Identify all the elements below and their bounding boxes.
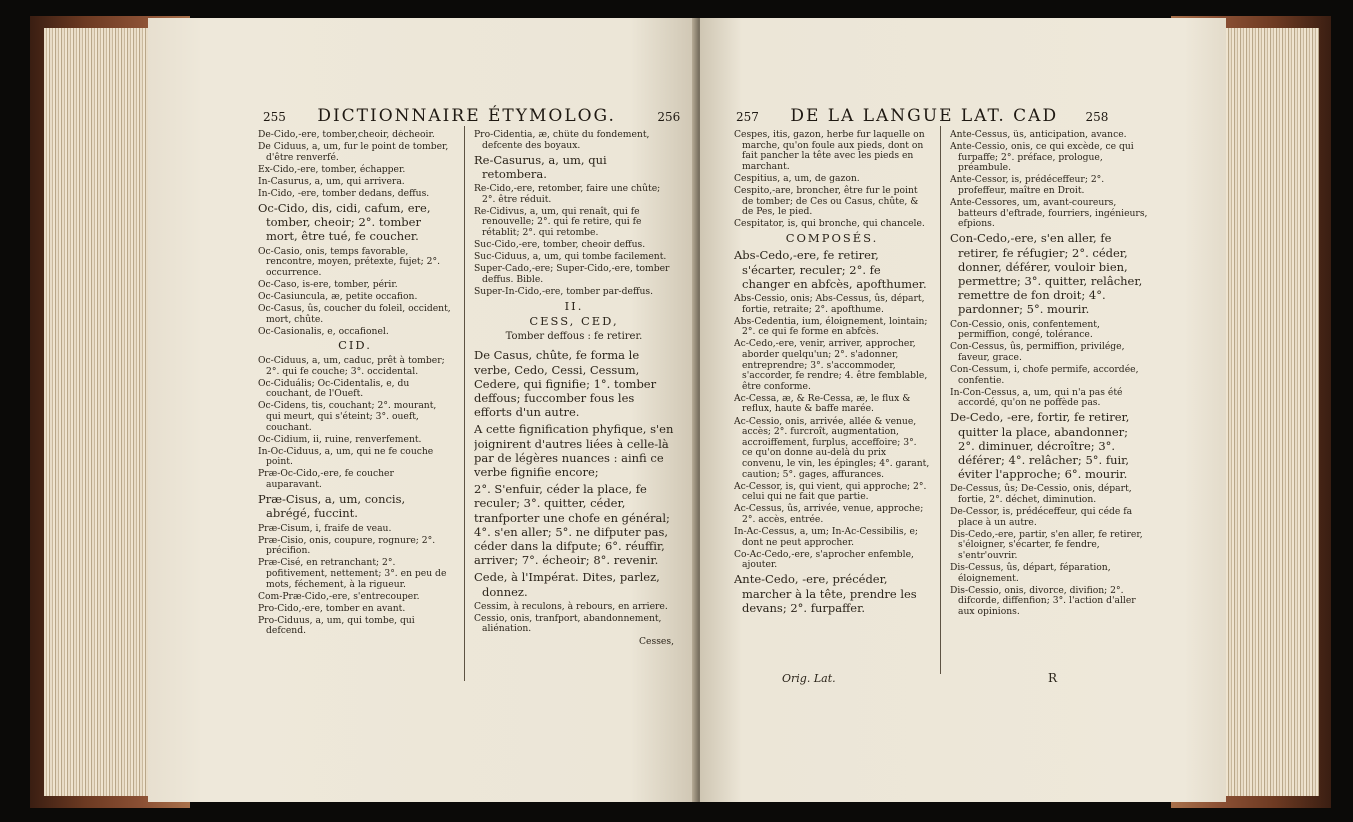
signature-mark: Orig. Lat. — [782, 672, 836, 685]
dictionary-entry: In-Ac-Cessus, a, um; In-Ac-Cessibilis, e; dont ne peut approcher. — [734, 526, 919, 548]
dictionary-entry: Ac-Cessa, æ, & Re-Cessa, æ, le flux & reflux, haute & baffe marée. — [734, 392, 911, 415]
dictionary-entry: Cessio, onis, tranfport, abandonnement, aliénation. — [474, 612, 662, 635]
dictionary-entry: Præ-Cisus, a, um, concis, abrégé, fuccint. — [258, 492, 406, 521]
dictionary-entry: Ante-Cessores, um, avant-coureurs, batteurs d'eftrade, fourriers, ingénieurs, efpions. — [950, 197, 1148, 230]
signature-letter: R — [1048, 671, 1058, 685]
dictionary-entry: Oc-Casus, ûs, coucher du foleil, occident, mort, chûte. — [258, 303, 451, 325]
dictionary-entry: Abs-Cedo,-ere, fe retirer, s'écarter, reculer; 2°. fe changer en abfcès, apofthumer. — [734, 248, 927, 291]
left-page-column-2 — [474, 130, 674, 695]
left-page-header — [263, 106, 680, 126]
dictionary-entry: Oc-Cidens, tis, couchant; 2°. mourant, qui meurt, qui s'éteint; 3°. oueft, couchant. — [258, 400, 437, 433]
dictionary-entry: Super-Cado,-ere; Super-Cido,-ere, tomber deffus. Bible. — [474, 263, 670, 285]
dictionary-entry: A cette fignification phyfique, s'en joignirent d'autres liées à celle-là par de légères nuances : ainfi ce verbe fignifie encore; — [474, 422, 674, 479]
right-page-header — [736, 106, 1108, 126]
dictionary-entry: Con-Cessum, i, chofe permife, accordée, confentie. — [950, 363, 1139, 386]
section-heading: II. — [564, 298, 584, 313]
dictionary-entry: Dis-Cessio, onis, divorce, divifion; 2°. difcorde, diffenfion; 3°. l'action d'aller aux opinions. — [950, 584, 1136, 617]
page-number: 255 — [263, 110, 286, 124]
page-edges-left — [44, 28, 164, 796]
dictionary-entry: Oc-Casio, onis, temps favorable, rencontre, moyen, prétexte, fujet; 2°. occurrence. — [258, 245, 440, 278]
dictionary-entry: Oc-Cido, dis, cidi, cafum, ere, tomber, cheoir; 2°. tomber mort, être tué, fe coucher. — [258, 201, 431, 244]
dictionary-entry: Ac-Cessor, is, qui vient, qui approche; 2°. celui qui ne fait que partie. — [734, 480, 927, 503]
dictionary-entry: Abs-Cessio, onis; Abs-Cessus, ûs, départ, fortie, retraite; 2°. apofthume. — [734, 293, 925, 315]
open-book — [8, 10, 1345, 814]
dictionary-entry: Suc-Cido,-ere, tomber, cheoir deffus. — [474, 239, 646, 251]
dictionary-entry: 2°. S'enfuir, céder la place, fe reculer; 3°. quitter, céder, tranfporter une chofe en général; 4°. s'en aller; 5°. ne difputer pas, céder dans la difpute; 6°. réuffir, arriver; 7°. écheoir; 8°. revenir. — [474, 482, 670, 568]
dictionary-entry: Pro-Cidentia, æ, chûte du fondement, defcente des boyaux. — [474, 130, 650, 151]
section-heading: CID. — [338, 338, 372, 353]
dictionary-entry: Pro-Ciduus, a, um, qui tombe, qui defcend. — [258, 614, 415, 637]
dictionary-entry: De Casus, chûte, fe forma le verbe, Cedo, Cessi, Cessum, Cedere, qui fignifie; 1°. tomber deffous; fuccomber fous les efforts d'un autre. — [474, 348, 657, 420]
dictionary-entry: Præ-Cisum, i, fraife de veau. — [258, 522, 392, 534]
dictionary-entry: Oc-Ciduális; Oc-Cidentalis, e, du couchant, de l'Oueft. — [258, 377, 410, 400]
dictionary-entry: Re-Casurus, a, um, qui retombera. — [474, 152, 607, 181]
dictionary-entry: In-Con-Cessus, a, um, qui n'a pas été accordé, qu'on ne poffède pas. — [950, 386, 1123, 409]
dictionary-entry: Cessim, à reculons, à rebours, en arriere. — [474, 600, 668, 612]
dictionary-entry: Præ-Cisio, onis, coupure, rognure; 2°. précifion. — [258, 534, 436, 557]
dictionary-entry: De Ciduus, a, um, fur le point de tomber, d'être renverfé. — [258, 141, 449, 163]
column-rule — [464, 126, 465, 681]
dictionary-entry: In-Casurus, a, um, qui arrivera. — [258, 175, 405, 187]
dictionary-entry: Super-In-Cido,-ere, tomber par-deffus. — [474, 285, 654, 297]
dictionary-entry: Dis-Cessus, ûs, départ, féparation, éloignement. — [950, 561, 1111, 584]
left-page — [148, 18, 696, 802]
dictionary-entry: In-Cido, -ere, tomber dedans, deffus. — [258, 187, 430, 199]
dictionary-entry: Con-Cessio, onis, confentement, permiffion, congé, tolérance. — [950, 318, 1100, 341]
dictionary-entry: Ante-Cessio, onis, ce qui excède, ce qui furpaffe; 2°. préface, prologue, préambule. — [950, 141, 1134, 174]
dictionary-entry: Abs-Cedentia, ium, éloignement, lointain; 2°. ce qui fe forme en abfcès. — [734, 315, 928, 338]
running-title: DE LA LANGUE LAT. CAD — [790, 106, 1059, 126]
page-number: 256 — [657, 110, 681, 124]
dictionary-entry: Ac-Cessus, ûs, arrivée, venue, approche; 2°. accès, entrée. — [734, 503, 924, 525]
dictionary-entry: Oc-Casiuncula, æ, petite occafion. — [258, 291, 418, 303]
dictionary-entry: Con-Cedo,-ere, s'en aller, fe retirer, fe réfugier; 2°. céder, donner, déférer, vouloir bien, permettre; 3°. quitter, relâcher, remettre de fon droit; 4°. pardonner; 5°. mourir. — [950, 231, 1143, 317]
dictionary-entry: Oc-Casionalis, e, occafionel. — [258, 325, 389, 337]
dictionary-entry: Cespitator, is, qui bronche, qui chancele. — [734, 218, 925, 230]
running-title: DICTIONNAIRE ÉTYMOLOG. — [317, 106, 616, 126]
dictionary-entry: In-Oc-Ciduus, a, um, qui ne fe couche point. — [258, 445, 434, 468]
dictionary-entry: Cespes, itis, gazon, herbe fur laquelle on marche, qu'on foule aux pieds, dont on fait pancher la tête avec les pieds en marchant. — [734, 130, 925, 172]
dictionary-entry: Ante-Cessus, ûs, anticipation, avance. — [950, 130, 1127, 140]
dictionary-entry: Oc-Cidium, ii, ruine, renverfement. — [258, 433, 422, 445]
dictionary-entry: Ac-Cessio, onis, arrivée, allée & venue, accès; 2°. furcroît, augmentation, accroiffement, furplus, acceffoire; 3°. ce qu'on donne au-delà du prix convenu, le vin, les épingles; 4°. garant, caution; 5°. gages, affurances. — [734, 415, 930, 480]
column-rule — [940, 126, 941, 674]
dictionary-entry: Cespito,-are, broncher, être fur le point de tomber; de Ces ou Casus, chûte, & de Pes, le pied. — [734, 184, 919, 218]
left-page-column-1 — [258, 130, 452, 695]
page-number: 258 — [1085, 110, 1109, 124]
dictionary-entry: Re-Cidivus, a, um, qui renaît, qui fe renouvelle; 2°. qui fe retire, qui fe rétablit; 2°. qui retombe. — [474, 205, 642, 238]
dictionary-entry: Oc-Caso, is-ere, tomber, périr. — [258, 278, 398, 290]
section-heading: COMPOSÉS. — [785, 230, 879, 245]
page-number: 257 — [736, 110, 759, 124]
dictionary-entry: De-Cedo, -ere, fortir, fe retirer, quitter la place, abandonner; 2°. diminuer, décroître; 3°. déférer; 4°. relâcher; 5°. fuir, éviter l'approche; 6°. mourir. — [950, 410, 1130, 482]
right-page-column-2 — [950, 130, 1148, 690]
dictionary-entry: Co-Ac-Cedo,-ere, s'aprocher enfemble, ajouter. — [734, 548, 914, 571]
right-page-column-1 — [734, 130, 930, 670]
dictionary-entry: Præ-Cisé, en retranchant; 2°. pofitivement, nettement; 3°. en peu de mots, féchement, à la rigueur. — [258, 557, 447, 590]
section-heading: CESS, CED, — [529, 314, 619, 329]
dictionary-entry: De-Cido,-ere, tomber,cheoir, décheoir. — [258, 130, 435, 140]
dictionary-entry: De-Cessor, is, prédéceffeur, qui céde fa place à un autre. — [950, 506, 1133, 528]
dictionary-entry: Suc-Ciduus, a, um, qui tombe facilement. — [474, 251, 667, 263]
dictionary-entry: Com-Præ-Cido,-ere, s'entrecouper. — [258, 590, 420, 602]
dictionary-entry: Ante-Cessor, is, prédéceffeur; 2°. profeffeur, maître en Droit. — [950, 174, 1105, 196]
dictionary-entry: Pro-Cido,-ere, tomber en avant. — [258, 602, 406, 614]
dictionary-entry: Oc-Ciduus, a, um, caduc, prêt à tomber; 2°. qui fe couche; 3°. occidental. — [258, 355, 445, 377]
dictionary-entry: Ac-Cedo,-ere, venir, arriver, approcher, aborder quelqu'un; 2°. s'adonner, entreprendre; 3°. s'accommoder, s'accorder, fe rendre; 4. être femblable, être conforme. — [734, 338, 928, 392]
dictionary-entry: Præ-Oc-Cido,-ere, fe coucher auparavant. — [258, 468, 394, 491]
dictionary-entry: Cespitius, a, um, de gazon. — [734, 172, 860, 184]
dictionary-entry: Cede, à l'Impérat. Dites, parlez, donnez. — [474, 570, 660, 599]
dictionary-entry: Dis-Cedo,-ere, partir, s'en aller, fe retirer, s'éloigner, s'écarter, fe fendre, s'entr'ouvrir. — [950, 528, 1143, 561]
right-page — [700, 18, 1226, 802]
dictionary-entry: Re-Cido,-ere, retomber, faire une chûte; 2°. être réduit. — [474, 183, 661, 205]
dictionary-entry: Ante-Cedo, -ere, précéder, marcher à la tête, prendre les devans; 2°. furpaffer. — [734, 572, 917, 615]
section-subtitle: Tomber deffous : fe retirer. — [505, 330, 643, 342]
dictionary-entry: De-Cessus, ûs; De-Cessio, onis, départ, fortie, 2°. déchet, diminution. — [950, 483, 1132, 505]
catchword: Cesses, — [639, 635, 674, 647]
dictionary-entry: Con-Cessus, ûs, permiffion, privilége, faveur, grace. — [950, 341, 1125, 363]
dictionary-entry: Ex-Cido,-ere, tomber, échapper. — [258, 163, 406, 175]
